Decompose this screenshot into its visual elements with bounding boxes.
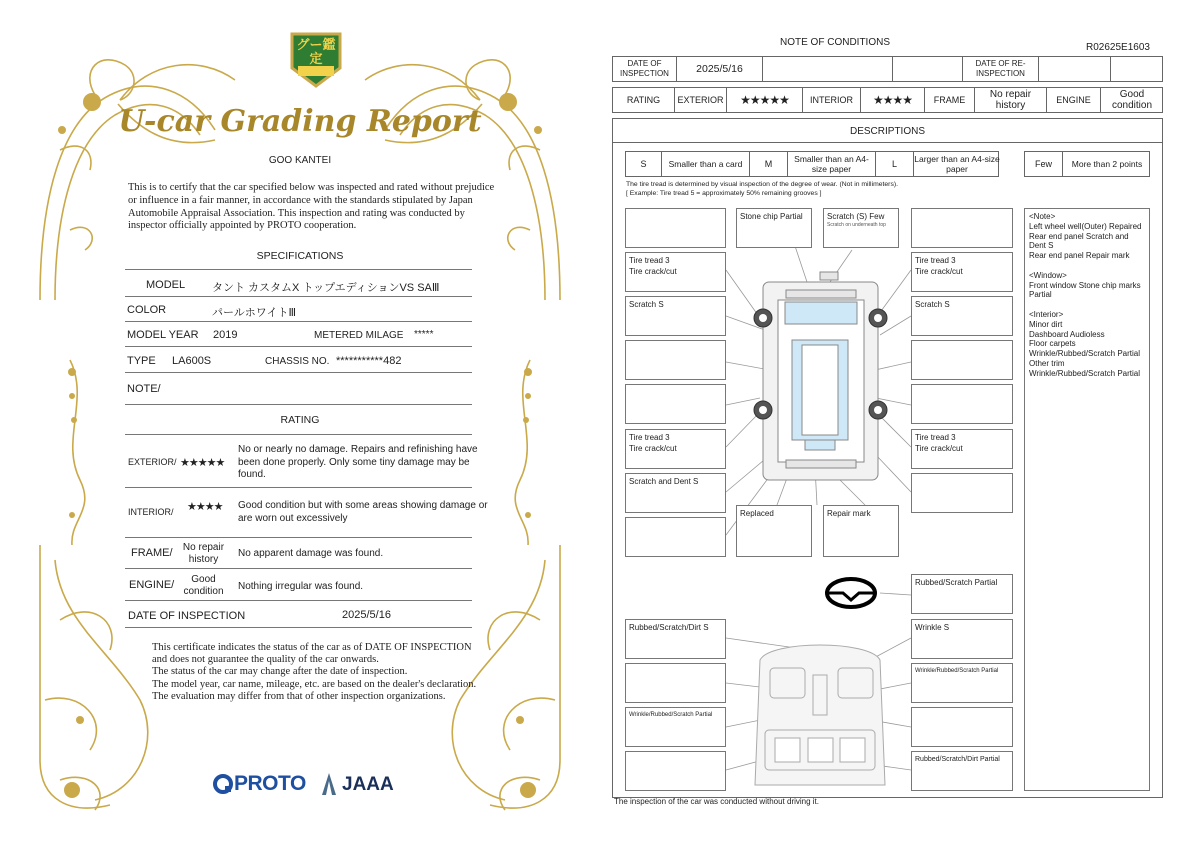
disclaimer-line: The evaluation may differ from that of other inspection organizations.	[152, 690, 446, 702]
note-tire-rear-left	[625, 429, 726, 469]
engine-label: ENGINE/	[129, 579, 175, 591]
note-text: Scratch S	[629, 300, 664, 309]
exterior-stars: ★★★★★	[727, 88, 803, 112]
summary-line: <Note>	[1029, 212, 1056, 221]
summary-line: Rear end panel Scratch and Dent S	[1029, 231, 1129, 251]
summary-line: Wrinkle/Rubbed/Scratch Partial	[1029, 349, 1141, 359]
note-scratch-few	[823, 208, 899, 248]
color-value: パールホワイトⅢ	[212, 307, 297, 319]
summary-line: Front window Stone chip marks Partial	[1029, 280, 1141, 300]
note-text: Scratch (S) Few	[827, 212, 885, 221]
date-of-inspection-value: 2025/5/16	[677, 57, 763, 81]
note-text: Tire tread 3	[915, 433, 956, 442]
type-value: LA600S	[172, 355, 212, 367]
note-text: Tire crack/cut	[629, 444, 677, 453]
exterior-description: No or nearly no damage. Repairs and refinishing have been done properly. Only some tiny damage may be found.	[238, 444, 478, 480]
note-scratch-left	[625, 296, 726, 336]
color-label: COLOR	[127, 304, 167, 316]
frame-label: FRAME	[925, 88, 975, 112]
note-text: Tire tread 3	[629, 433, 670, 442]
model-value: タント カスタムX トップエディションVS SAⅢ	[212, 282, 440, 294]
re-inspection-label: DATE OF RE-INSPECTION	[963, 57, 1039, 81]
note-text: Wrinkle/Rubbed/Scratch Partial	[629, 712, 713, 718]
note-text: Scratch and Dent S	[629, 477, 699, 486]
summary-line: Minor dirt	[1029, 319, 1063, 329]
note-tire-rear-right	[911, 429, 1013, 469]
summary-line: Other trim	[1029, 358, 1065, 368]
note-box	[911, 340, 1013, 380]
note-box	[625, 517, 726, 557]
frame-description: No apparent damage was found.	[238, 548, 384, 559]
frame-label: FRAME/	[131, 547, 173, 559]
note-stone-chip	[736, 208, 812, 248]
legend-m: M	[750, 152, 788, 176]
frame-value: No repair history	[975, 88, 1047, 112]
certificate-subtitle: GOO KANTEI	[268, 155, 332, 166]
interior-label: INTERIOR	[803, 88, 861, 112]
rating-heading: RATING	[280, 414, 320, 426]
engine-label: ENGINE	[1047, 88, 1101, 112]
metered-mileage-value: *****	[414, 329, 434, 340]
certificate-title: U-car Grading Report	[118, 104, 482, 139]
proto-logo-text: PROTO	[234, 772, 306, 795]
summary-line	[1029, 300, 1145, 310]
note-box	[625, 208, 726, 248]
note-wrinkle-rubbed-right	[911, 663, 1013, 703]
disclaimer-line: The model year, car name, mileage, etc. are based on the dealer's declaration.	[152, 678, 477, 690]
note-box	[911, 208, 1013, 248]
divider	[125, 321, 472, 322]
note-box	[625, 663, 726, 703]
disclaimer-line: The status of the car may change after the date of inspection.	[152, 666, 408, 678]
divider	[125, 600, 472, 601]
note-repair-mark	[823, 505, 899, 557]
legend-l: L	[876, 152, 914, 176]
note-text: Rubbed/Scratch/Dirt Partial	[915, 756, 1000, 763]
note-text: Tire tread 3	[629, 256, 670, 265]
sheet-title: NOTE OF CONDITIONS	[780, 37, 890, 48]
note-text: Wrinkle S	[915, 623, 950, 632]
divider	[125, 537, 472, 538]
disclaimer-line: This certificate indicates the status of the car as of DATE OF INSPECTION and does not guarantee the quality of the car onwards.	[152, 642, 472, 666]
jaaa-logo	[318, 770, 398, 798]
interior-label: INTERIOR/	[128, 507, 174, 517]
model-label: MODEL	[146, 279, 186, 291]
tread-note-line: [ Example: Tire tread 5 = approximately 50% remaining grooves ]	[626, 190, 822, 197]
note-box	[625, 384, 726, 424]
summary-line: Left wheel well(Outer) Repaired	[1029, 221, 1142, 231]
interior-description: Good condition but with some areas showing damage or are worn out excessively	[238, 500, 488, 524]
divider	[125, 372, 472, 373]
note-text: Tire crack/cut	[915, 444, 963, 453]
engine-value: Good condition	[183, 574, 224, 597]
note-box	[625, 751, 726, 791]
reference-number: R02625E1603	[1086, 42, 1150, 53]
inspection-date-value: 2025/5/16	[342, 609, 391, 621]
badge-text: グー鑑定	[296, 37, 336, 66]
note-scratch-right	[911, 296, 1013, 336]
note-text: Stone chip Partial	[740, 212, 803, 221]
jaaa-logo-text: JAAA	[342, 774, 394, 795]
descriptions-heading: DESCRIPTIONS	[849, 126, 925, 137]
note-replaced	[736, 505, 812, 557]
legend-s-desc: Smaller than a card	[662, 152, 750, 176]
type-label: TYPE	[127, 355, 156, 367]
engine-value: Good condition	[1111, 89, 1153, 111]
note-text: Tire tread 3	[915, 256, 956, 265]
note-text: Replaced	[740, 509, 774, 518]
note-box	[911, 473, 1013, 513]
legend-s: S	[626, 152, 662, 176]
note-box	[911, 707, 1013, 747]
jaaa-mark-icon	[318, 771, 340, 797]
certificate-intro: This is to certify that the car specified below was inspected and rated without prejudice or influence in a fair manner, in accordance with the standards stipulated by Japan Automobile Appraisal Association. This inspection and rating was conducted by inspector officially appointed by PROTO cooperation.	[128, 182, 495, 232]
model-year-label: MODEL YEAR	[127, 329, 199, 341]
frame-value: No repair history	[182, 542, 225, 565]
summary-line: Floor carpets	[1029, 339, 1076, 349]
divider	[125, 434, 472, 435]
note-text: Tire crack/cut	[629, 267, 677, 276]
divider	[125, 296, 472, 297]
summary-line: Wrinkle/Rubbed/Scratch Partial	[1029, 368, 1141, 378]
legend-m-desc: Smaller than an A4-size paper	[788, 152, 876, 176]
exterior-label: EXTERIOR	[675, 88, 727, 112]
note-rubbed-scratch	[911, 574, 1013, 614]
summary-line: Rear end panel Repair mark	[1029, 251, 1130, 261]
legend-few: Few	[1025, 152, 1063, 176]
exterior-label: EXTERIOR/	[128, 457, 177, 467]
proto-mark-icon	[212, 773, 234, 795]
note-text: Scratch S	[915, 300, 950, 309]
summary-line	[1029, 261, 1145, 271]
note-wrinkle-rubbed-left	[625, 707, 726, 747]
goo-kantei-badge	[288, 30, 344, 90]
summary-line: <Interior>	[1029, 309, 1064, 319]
tread-note-line: The tire tread is determined by visual inspection of the degree of wear. (Not in millimeters).	[626, 181, 898, 188]
summary-line: <Window>	[1029, 270, 1067, 280]
rating-label: RATING	[613, 88, 675, 112]
note-of-conditions-sheet	[600, 0, 1200, 848]
note-text: Tire crack/cut	[915, 267, 963, 276]
summary-line: Dashboard Audioless	[1029, 329, 1105, 339]
interior-stars: ★★★★	[861, 88, 925, 112]
engine-description: Nothing irregular was found.	[238, 581, 364, 592]
chassis-label: CHASSIS NO.	[265, 356, 330, 367]
divider	[125, 404, 472, 405]
interior-stars: ★★★★	[187, 501, 223, 513]
note-text: Wrinkle/Rubbed/Scratch Partial	[915, 668, 999, 674]
note-tire-front-right	[911, 252, 1013, 292]
sheet-footer: The inspection of the car was conducted without driving it.	[614, 797, 819, 806]
legend-l-desc: Larger than an A4-size paper	[914, 154, 1000, 174]
metered-mileage-label: METERED MILAGE	[314, 330, 404, 341]
note-box	[911, 384, 1013, 424]
note-text: Repair mark	[827, 509, 871, 518]
inspection-date-label: DATE OF INSPECTION	[128, 610, 246, 622]
divider	[125, 627, 472, 628]
divider	[125, 487, 472, 488]
note-box	[625, 340, 726, 380]
note-subtext: Scratch on underneath top	[827, 222, 886, 228]
note-tire-front-left	[625, 252, 726, 292]
steering-wheel-icon	[827, 579, 875, 607]
specifications-heading: SPECIFICATIONS	[256, 250, 344, 262]
note-label: NOTE/	[127, 383, 161, 395]
note-wrinkle-s	[911, 619, 1013, 659]
note-rubbed-scratch-dirt-partial	[911, 751, 1013, 791]
disclaimer	[152, 642, 482, 703]
model-year-value: 2019	[213, 329, 238, 341]
divider	[125, 568, 472, 569]
note-text: Rubbed/Scratch/Dirt S	[629, 623, 709, 632]
chassis-value: ***********482	[336, 355, 402, 367]
date-of-inspection-label: DATE OF INSPECTION	[613, 57, 677, 81]
note-rubbed-scratch-dirt-s	[625, 619, 726, 659]
proto-logo	[212, 770, 312, 798]
note-scratch-dent	[625, 473, 726, 513]
divider	[125, 346, 472, 347]
conditions-summary	[1024, 208, 1150, 791]
legend-few-desc: More than 2 points	[1071, 159, 1143, 169]
divider	[125, 269, 472, 270]
exterior-stars: ★★★★★	[180, 457, 225, 469]
note-text: Rubbed/Scratch Partial	[915, 578, 998, 587]
